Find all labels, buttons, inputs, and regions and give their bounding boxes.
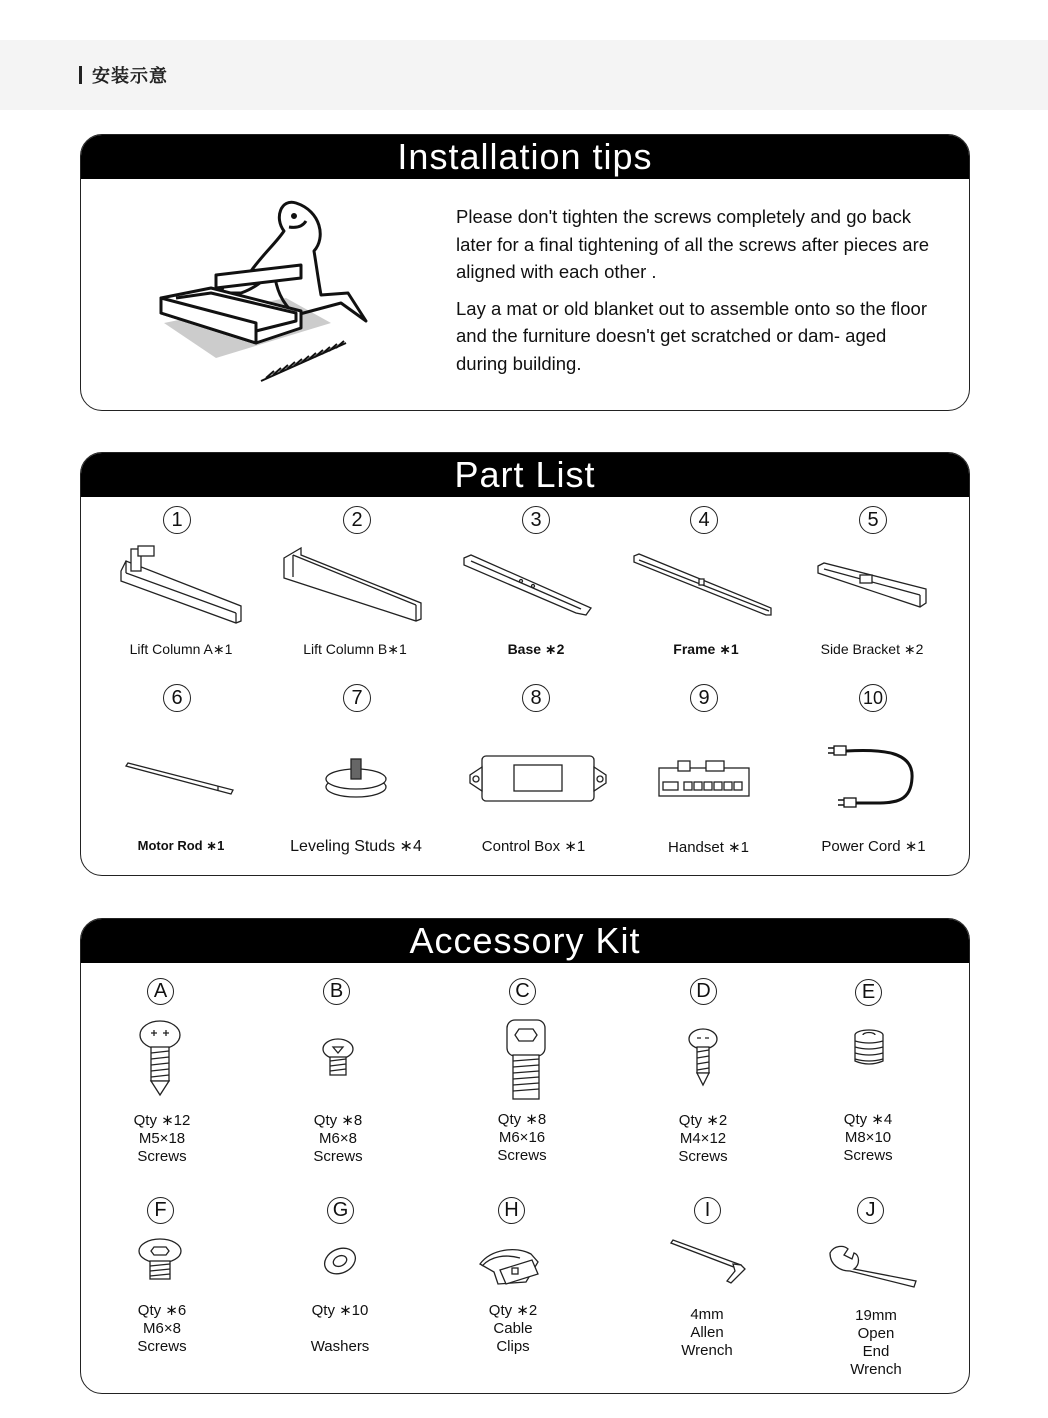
part-label-lift-column-b: Lift Column B∗1 [303, 641, 407, 657]
accessory-c-size: M6×16 [498, 1129, 546, 1146]
accessory-letter-i: I [694, 1197, 721, 1224]
base-drawing [461, 553, 596, 623]
part-label-power-cord: Power Cord ∗1 [821, 838, 926, 855]
accessory-e-qty: Qty ∗4 [843, 1111, 893, 1128]
accessory-f-type: Screws [137, 1338, 187, 1355]
handset-drawing [656, 758, 751, 802]
accessory-h-line2: Cable [493, 1320, 533, 1337]
frame-drawing [631, 553, 776, 618]
installation-tips-panel [80, 134, 970, 411]
lift-column-a-drawing [116, 541, 246, 631]
accessory-letter-h: H [498, 1197, 525, 1224]
accessory-j-size: 19mm [855, 1307, 897, 1324]
screw-m6x16-drawing [501, 1017, 551, 1103]
accessory-i-size: 4mm [690, 1306, 724, 1323]
tip-paragraph-mat: Lay a mat or old blanket out to assemble onto so the floor and the furniture doesn't get scratched or dam- aged during building. [456, 297, 928, 374]
part-label-motor-rod: Motor Rod ∗1 [137, 838, 225, 853]
accessory-h-line3: Clips [496, 1338, 530, 1355]
part-label-base: Base ∗2 [507, 641, 565, 657]
accessory-d-type: Screws [678, 1148, 728, 1165]
part-number-7: 7 [343, 684, 371, 712]
accessory-letter-a: A [147, 978, 174, 1005]
leveling-stud-drawing [323, 753, 389, 801]
section-header [0, 40, 1048, 110]
accessory-label-f [102, 1302, 222, 1356]
part-number-8: 8 [522, 684, 550, 712]
power-cord-drawing [826, 743, 916, 813]
allen-wrench-drawing [669, 1239, 749, 1287]
accessory-g-qty: Qty ∗10 [311, 1302, 369, 1319]
person-assembling-on-mat-illustration [156, 193, 376, 393]
part-label-control-box: Control Box ∗1 [481, 838, 586, 855]
part-number-1: 1 [163, 506, 191, 534]
accessory-label-g [280, 1302, 400, 1356]
accessory-g-type: Washers [310, 1338, 370, 1355]
open-end-wrench-drawing [826, 1241, 922, 1289]
part-number-3: 3 [522, 506, 550, 534]
accessory-b-size: M6×8 [319, 1130, 357, 1147]
accessory-letter-d: D [690, 978, 717, 1005]
part-list-panel [80, 452, 970, 876]
control-box-drawing [466, 753, 611, 805]
part-label-handset: Handset ∗1 [668, 839, 749, 856]
accessory-j-line2: Open [857, 1325, 895, 1342]
accessory-j-line4: Wrench [850, 1361, 902, 1378]
accessory-d-qty: Qty ∗2 [678, 1112, 728, 1129]
accessory-j-line3: End [862, 1343, 890, 1360]
screw-m4x12-drawing [686, 1027, 720, 1091]
accessory-f-qty: Qty ∗6 [137, 1302, 187, 1319]
accessory-letter-b: B [323, 978, 350, 1005]
part-number-10: 10 [859, 684, 887, 712]
part-number-6: 6 [163, 684, 191, 712]
side-bracket-drawing [816, 561, 931, 616]
accessory-label-j [816, 1307, 936, 1379]
part-number-4: 4 [690, 506, 718, 534]
lift-column-b-drawing [281, 543, 426, 631]
part-number-9: 9 [690, 684, 718, 712]
accessory-a-qty: Qty ∗12 [133, 1112, 191, 1129]
accessory-letter-f: F [147, 1197, 174, 1224]
accessory-i-line3: Wrench [681, 1342, 733, 1359]
installation-tips-text [456, 203, 936, 386]
accessory-label-e [808, 1111, 928, 1165]
installation-tips-heading: Installation tips [81, 135, 969, 179]
accessory-label-i [647, 1306, 767, 1360]
accessory-e-size: M8×10 [844, 1129, 892, 1146]
accessory-letter-j: J [857, 1197, 884, 1224]
accessory-d-size: M4×12 [679, 1130, 727, 1147]
accessory-b-qty: Qty ∗8 [313, 1112, 363, 1129]
part-label-lift-column-a: Lift Column A∗1 [129, 641, 233, 657]
screw-m8x10-drawing [851, 1027, 887, 1069]
accessory-label-c [462, 1111, 582, 1165]
motor-rod-drawing [123, 758, 238, 798]
accessory-h-qty: Qty ∗2 [488, 1302, 538, 1319]
accessory-kit-heading: Accessory Kit [81, 919, 969, 963]
accessory-label-d [643, 1112, 763, 1166]
accessory-kit-panel [80, 918, 970, 1394]
accessory-letter-g: G [327, 1197, 354, 1224]
washer-drawing [321, 1245, 359, 1277]
screw-m6x8-drawing [321, 1037, 355, 1079]
accessory-letter-e: E [855, 979, 882, 1006]
part-list-heading: Part List [81, 453, 969, 497]
accessory-a-size: M5×18 [138, 1130, 186, 1147]
part-label-frame: Frame ∗1 [673, 641, 739, 657]
tip-paragraph-tighten: Please don't tighten the screws completely and go back later for a final tightening of all the screws after pieces are aligned with each other . [456, 206, 930, 282]
section-title: 安装示意 [92, 66, 168, 86]
accessory-g-size [280, 1320, 400, 1338]
part-label-leveling-studs: Leveling Studs ∗4 [290, 838, 422, 855]
screw-m5x18-drawing [137, 1019, 183, 1099]
part-number-5: 5 [859, 506, 887, 534]
part-number-2: 2 [343, 506, 371, 534]
accessory-label-h [453, 1302, 573, 1356]
accessory-f-size: M6×8 [143, 1320, 181, 1337]
accessory-c-qty: Qty ∗8 [497, 1111, 547, 1128]
accessory-a-type: Screws [137, 1148, 187, 1165]
accessory-label-b [278, 1112, 398, 1166]
accessory-label-a [102, 1112, 222, 1166]
header-bar-marker [79, 66, 82, 84]
part-label-side-bracket: Side Bracket ∗2 [820, 641, 924, 657]
accessory-letter-c: C [509, 978, 536, 1005]
cable-clip-drawing [476, 1244, 546, 1290]
accessory-b-type: Screws [313, 1148, 363, 1165]
accessory-c-type: Screws [497, 1147, 547, 1164]
screw-m6x8-flange-drawing [136, 1237, 184, 1283]
accessory-e-type: Screws [843, 1147, 893, 1164]
accessory-i-line2: Allen [690, 1324, 724, 1341]
